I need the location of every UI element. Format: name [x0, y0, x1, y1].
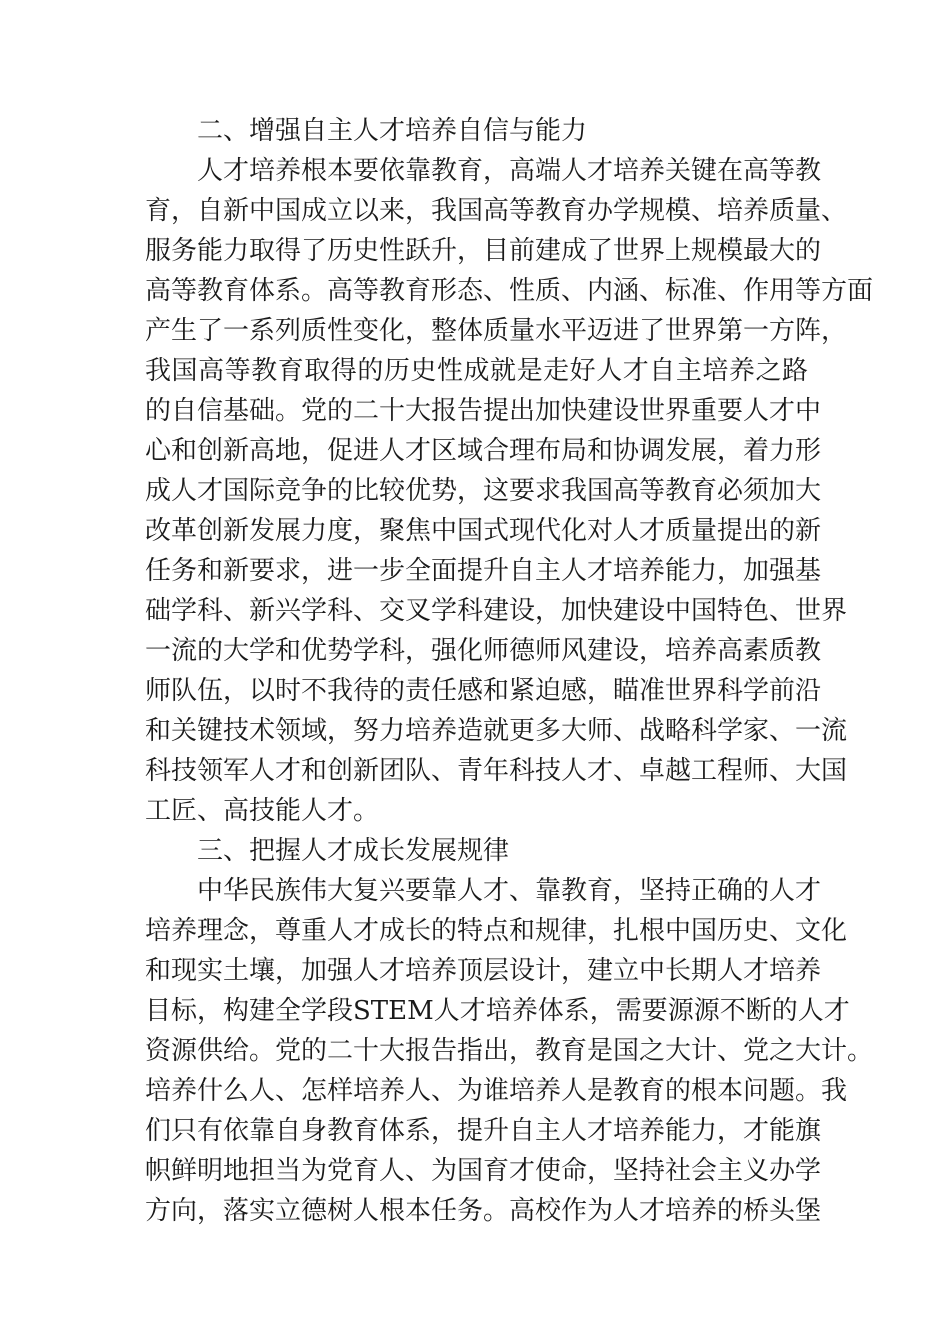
paragraph-line: 改革创新发展力度，聚焦中国式现代化对人才质量提出的新	[145, 516, 822, 546]
paragraph-line: 产生了一系列质性变化，整体质量水平迈进了世界第一方阵，	[145, 316, 848, 346]
paragraph-line: 服务能力取得了历史性跃升，目前建成了世界上规模最大的	[145, 236, 822, 266]
section-2-paragraph	[145, 151, 874, 831]
paragraph-line: 资源供给。党的二十大报告指出，教育是国之大计、党之大计。	[145, 1036, 874, 1066]
document-page	[145, 111, 874, 1231]
paragraph-line: 人才培养根本要依靠教育，高端人才培养关键在高等教	[197, 156, 822, 186]
paragraph-line: 础学科、新兴学科、交叉学科建设，加快建设中国特色、世界	[145, 596, 848, 626]
paragraph-line: 成人才国际竞争的比较优势，这要求我国高等教育必须加大	[145, 476, 822, 506]
paragraph-line: 的自信基础。党的二十大报告提出加快建设世界重要人才中	[145, 396, 822, 426]
paragraph-line: 育，自新中国成立以来，我国高等教育办学规模、培养质量、	[145, 196, 848, 226]
paragraph-line: 心和创新高地，促进人才区域合理布局和协调发展，着力形	[145, 436, 822, 466]
paragraph-line: 和关键技术领域，努力培养造就更多大师、战略科学家、一流	[145, 716, 848, 746]
paragraph-line: 帜鲜明地担当为党育人、为国育才使命，坚持社会主义办学	[145, 1156, 822, 1186]
section-3-paragraph	[145, 871, 874, 1231]
paragraph-line: 任务和新要求，进一步全面提升自主人才培养能力，加强基	[145, 556, 822, 586]
paragraph-line: 培养什么人、怎样培养人、为谁培养人是教育的根本问题。我	[145, 1076, 848, 1106]
paragraph-line: 一流的大学和优势学科，强化师德师风建设，培养高素质教	[145, 636, 822, 666]
paragraph-line: 们只有依靠自身教育体系，提升自主人才培养能力，才能旗	[145, 1116, 822, 1146]
paragraph-line: 目标，构建全学段STEM人才培养体系，需要源源不断的人才	[145, 996, 850, 1026]
section-heading-2: 二、增强自主人才培养自信与能力	[197, 116, 588, 146]
paragraph-line: 科技领军人才和创新团队、青年科技人才、卓越工程师、大国	[145, 756, 848, 786]
paragraph-line: 培养理念，尊重人才成长的特点和规律，扎根中国历史、文化	[145, 916, 848, 946]
paragraph-line: 中华民族伟大复兴要靠人才、靠教育，坚持正确的人才	[197, 876, 822, 906]
paragraph-line: 和现实土壤，加强人才培养顶层设计，建立中长期人才培养	[145, 956, 822, 986]
section-heading-3: 三、把握人才成长发展规律	[197, 836, 510, 866]
paragraph-line: 方向，落实立德树人根本任务。高校作为人才培养的桥头堡	[145, 1196, 822, 1226]
paragraph-line: 工匠、高技能人才。	[145, 796, 380, 826]
paragraph-line: 我国高等教育取得的历史性成就是走好人才自主培养之路	[145, 356, 808, 386]
paragraph-line: 高等教育体系。高等教育形态、性质、内涵、标准、作用等方面	[145, 276, 874, 306]
paragraph-line: 师队伍，以时不我待的责任感和紧迫感，瞄准世界科学前沿	[145, 676, 822, 706]
